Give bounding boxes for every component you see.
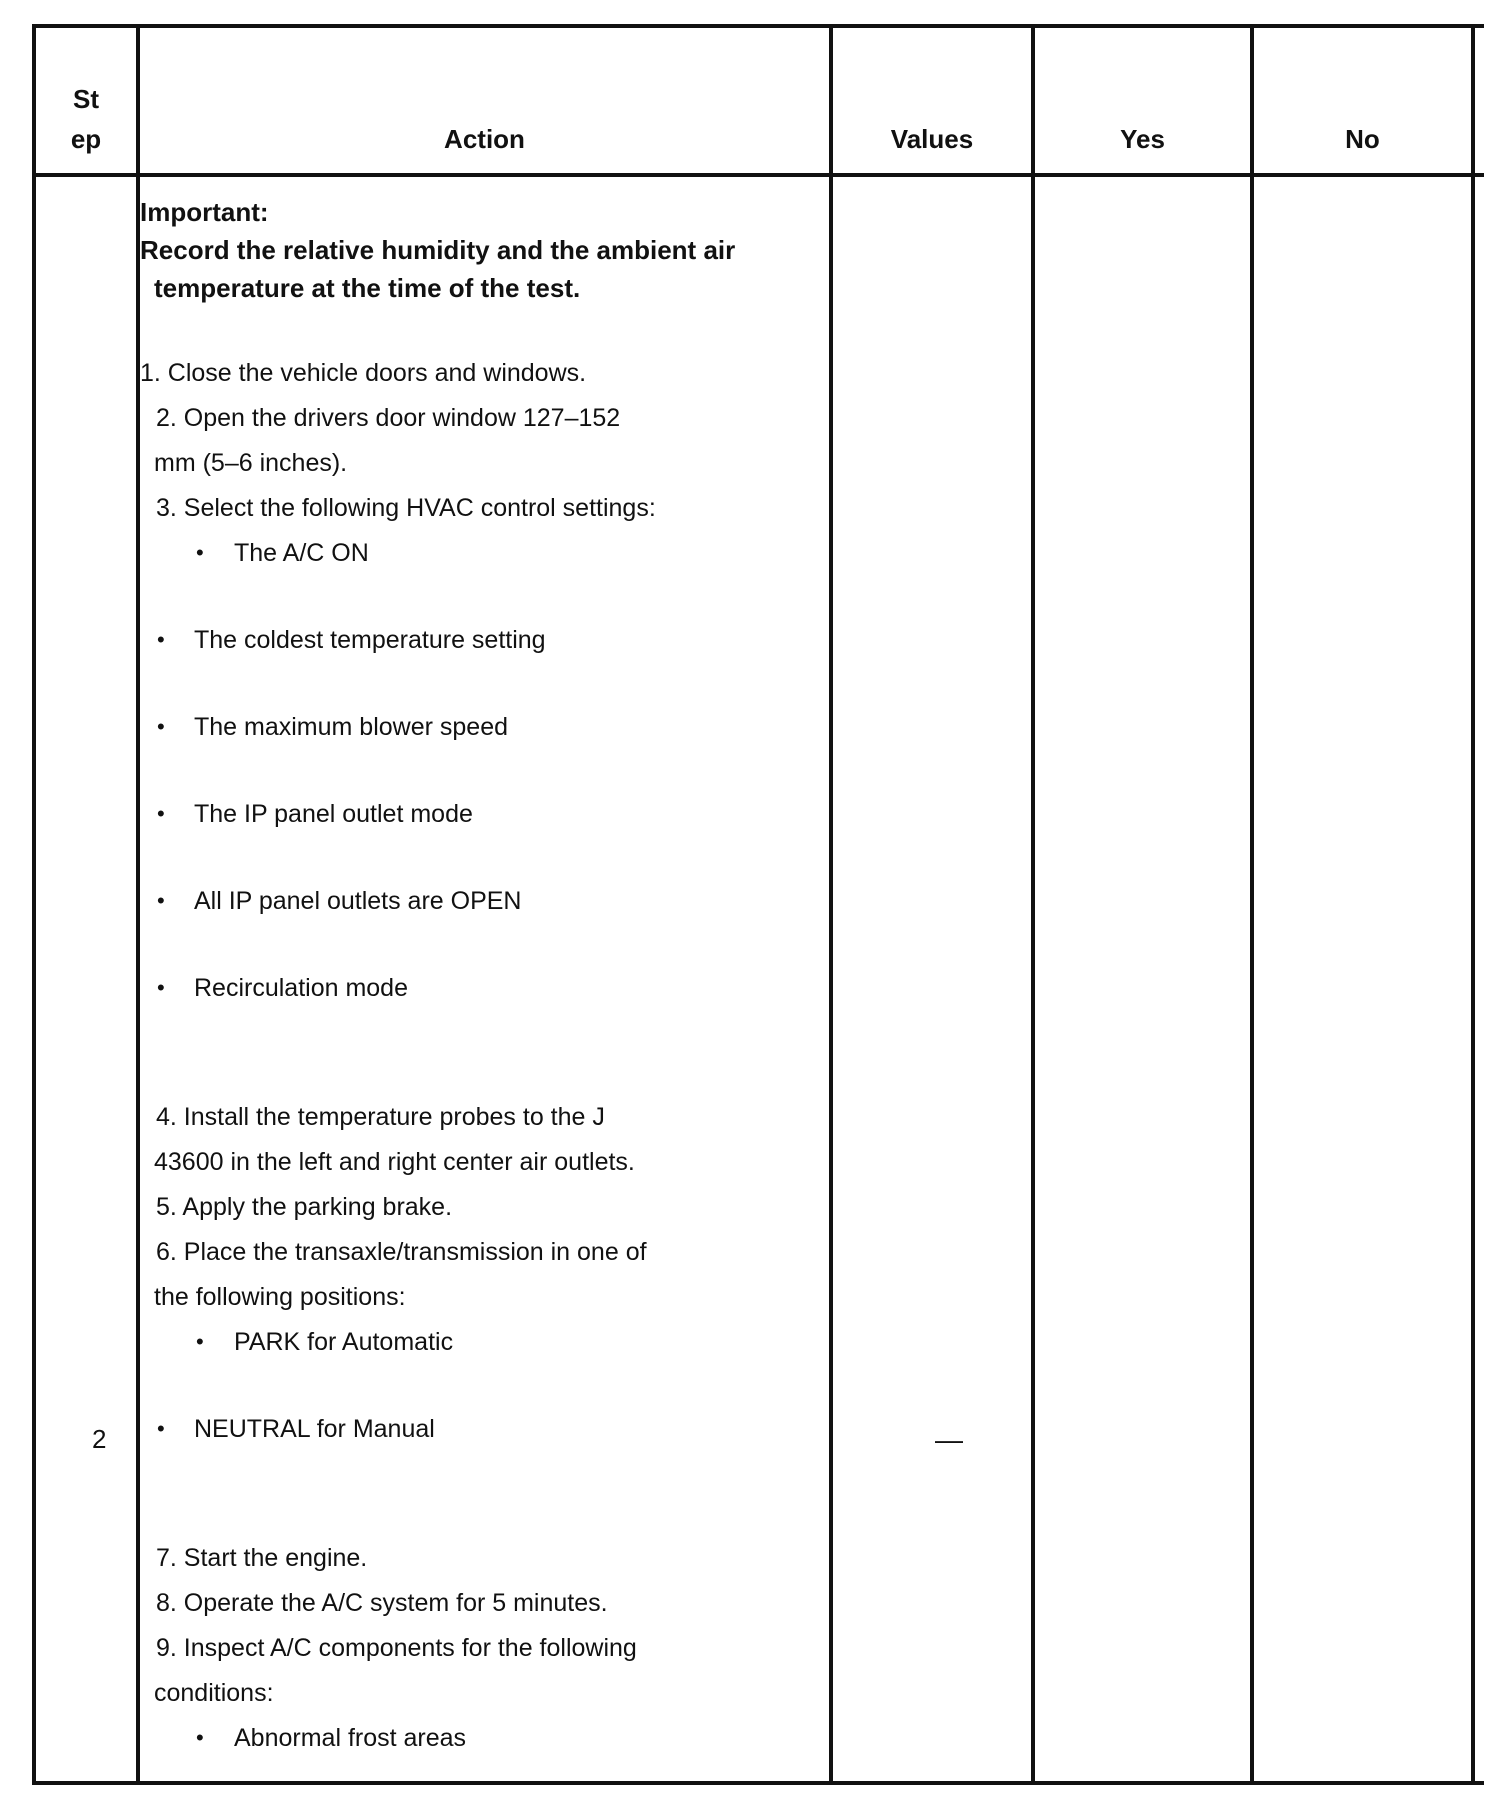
bullet-dot: • — [157, 627, 165, 652]
bullet-dot: • — [157, 975, 165, 1000]
important-line-2: temperature at the time of the test. — [154, 273, 581, 303]
step-9-line-2: conditions: — [154, 1679, 274, 1707]
setting-ac-on: The A/C ON — [234, 539, 369, 567]
table-bottom-border — [32, 1781, 1484, 1785]
column-divider-yes-no — [1250, 24, 1254, 1785]
setting-ip-outlets-open: All IP panel outlets are OPEN — [194, 887, 522, 915]
step-4-line-2: 43600 in the left and right center air outlets. — [154, 1148, 635, 1176]
bullet-dot: • — [157, 714, 165, 739]
step-6-line-2: the following positions: — [154, 1283, 406, 1311]
header-yes: Yes — [1120, 124, 1165, 154]
bullet-dot: • — [157, 801, 165, 826]
header-step-line2: ep — [70, 124, 102, 154]
table-right-border — [1471, 24, 1475, 1785]
setting-coldest-temp: The coldest temperature setting — [194, 626, 546, 654]
important-line-1: Record the relative humidity and the ambient air — [140, 235, 736, 265]
setting-ip-outlet-mode: The IP panel outlet mode — [194, 800, 473, 828]
step-1: 1. Close the vehicle doors and windows. — [140, 359, 587, 387]
setting-max-blower: The maximum blower speed — [194, 713, 509, 741]
header-values: Values — [890, 124, 974, 154]
step-2-line-2: mm (5–6 inches). — [154, 449, 348, 477]
column-divider-step-action — [136, 24, 140, 1785]
header-no: No — [1345, 124, 1380, 154]
step-6-line-1: 6. Place the transaxle/transmission in one of — [156, 1238, 647, 1266]
column-divider-action-values — [829, 24, 833, 1785]
step-5: 5. Apply the parking brake. — [156, 1193, 453, 1221]
step-4-line-1: 4. Install the temperature probes to the J — [156, 1103, 605, 1131]
bullet-dot: • — [196, 1725, 204, 1750]
header-step-line1: St — [73, 84, 99, 114]
value-cell: — — [935, 1424, 963, 1455]
bullet-dot: • — [157, 1416, 165, 1441]
header-action: Action — [444, 124, 525, 154]
header-bottom-border — [32, 173, 1484, 177]
table-left-border — [32, 24, 36, 1785]
step-8: 8. Operate the A/C system for 5 minutes. — [156, 1589, 608, 1617]
step-7: 7. Start the engine. — [156, 1544, 368, 1572]
condition-abnormal-frost: Abnormal frost areas — [234, 1724, 467, 1752]
important-label: Important: — [140, 197, 269, 227]
step-3: 3. Select the following HVAC control settings: — [156, 494, 656, 522]
step-number: 2 — [92, 1424, 107, 1454]
bullet-dot: • — [196, 540, 204, 565]
table-top-border — [32, 24, 1484, 28]
position-neutral: NEUTRAL for Manual — [194, 1415, 435, 1443]
position-park: PARK for Automatic — [234, 1328, 454, 1356]
setting-recirculation: Recirculation mode — [194, 974, 408, 1002]
column-divider-values-yes — [1031, 24, 1035, 1785]
bullet-dot: • — [157, 888, 165, 913]
bullet-dot: • — [196, 1329, 204, 1354]
step-2-line-1: 2. Open the drivers door window 127–152 — [156, 404, 621, 432]
step-9-line-1: 9. Inspect A/C components for the following — [156, 1634, 637, 1662]
